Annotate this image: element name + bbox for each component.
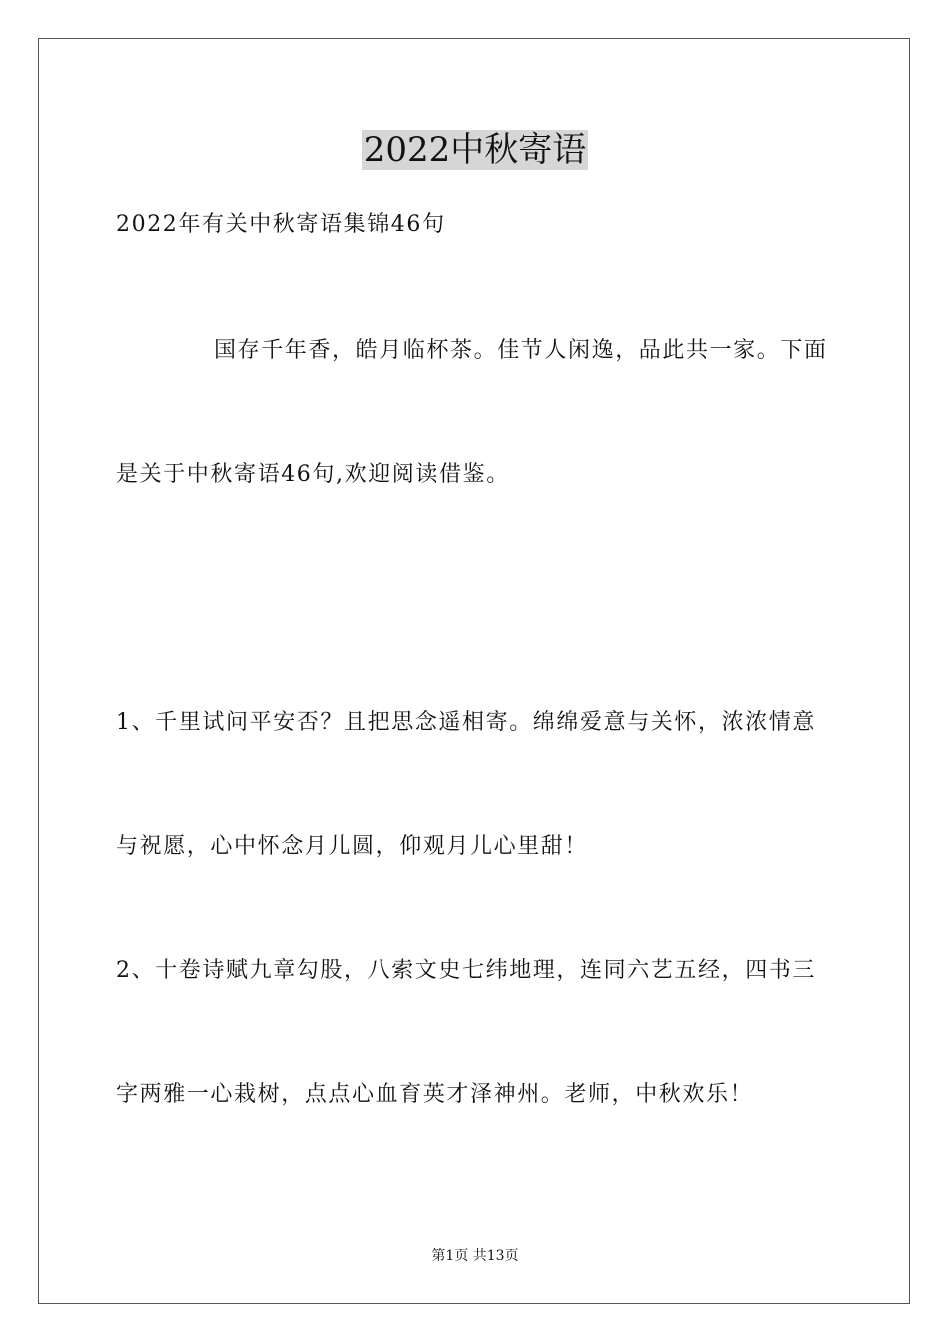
- subtitle-line: 2022年有关中秋寄语集锦46句: [116, 212, 446, 237]
- item-1-line-1: 1、千里试问平安否？且把思念遥相寄。绵绵爱意与关怀，浓浓情意: [116, 710, 816, 735]
- intro-line-2: 是关于中秋寄语46句,欢迎阅读借鉴。: [116, 462, 510, 487]
- document-title: [0, 128, 950, 172]
- item-2-line-2: 字两雅一心栽树，点点心血育英才泽神州。老师，中秋欢乐！: [116, 1082, 754, 1107]
- item-1-line-2: 与祝愿，心中怀念月儿圆，仰观月儿心里甜！: [116, 834, 589, 859]
- page-footer: 第1页 共13页: [431, 1248, 519, 1264]
- intro-line-1: 国存千年香，皓月临杯茶。佳节人闲逸，品此共一家。下面: [214, 338, 828, 363]
- title-text: 2022中秋寄语: [363, 130, 587, 170]
- item-2-line-1: 2、十卷诗赋九章勾股，八索文史七纬地理，连同六艺五经，四书三: [116, 958, 816, 983]
